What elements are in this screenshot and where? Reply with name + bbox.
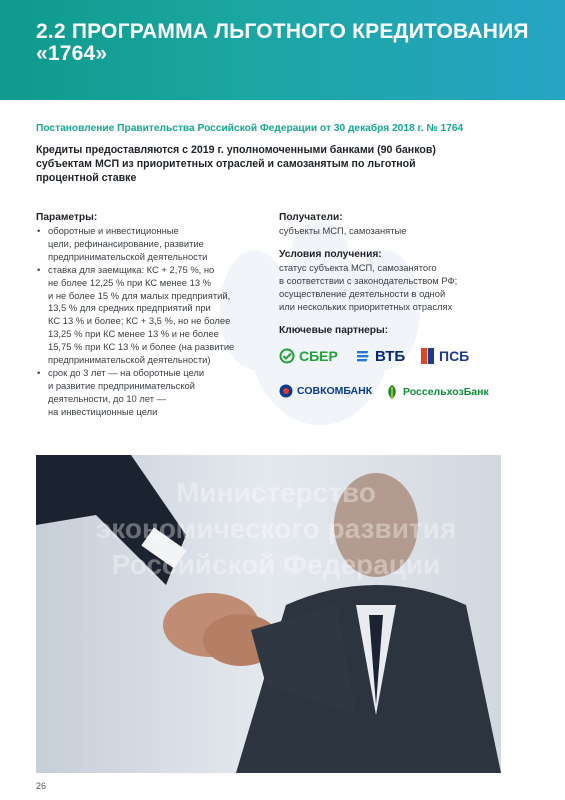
partners-heading: Ключевые партнеры: <box>279 324 389 336</box>
page-number: 26 <box>36 781 47 791</box>
partners-section <box>279 324 539 414</box>
parameter-line: не более 12,25 % при КС менее 13 % <box>48 276 211 288</box>
logo-vtb <box>357 348 405 365</box>
parameter-line: предпринимательской деятельности) <box>48 354 211 366</box>
watermark-line: экономического развития <box>95 513 457 544</box>
handshake-photo <box>36 455 501 773</box>
lead-line: Кредиты предоставляются с 2019 г. уполномоченными банками (90 банков) <box>36 144 436 156</box>
parameter-item <box>36 264 271 367</box>
parameter-line: КС 13 % и более; КС + 3,5 %, но не более <box>48 315 231 327</box>
lead-line: процентной ставке <box>36 172 137 184</box>
recipients-text: субъекты МСП, самозанятые <box>279 225 407 236</box>
partner-logos <box>279 344 539 414</box>
logo-sber <box>279 348 338 364</box>
parameter-line: и развитие предпринимательской <box>48 379 195 391</box>
logo-vtb-text: ВТБ <box>375 347 406 365</box>
photo-watermark <box>46 475 501 583</box>
conditions-heading: Условия получения: <box>279 248 382 260</box>
parameter-line: цели, рефинансирование, развитие <box>48 237 204 249</box>
watermark-line: Российской Федерации <box>111 549 441 580</box>
watermark-line: Министерство <box>176 477 376 508</box>
logo-psb-text: ПСБ <box>439 347 470 364</box>
logo-sovcombank <box>279 384 372 398</box>
parameter-item <box>36 367 271 419</box>
conditions-line: осуществление деятельности в одной <box>279 287 446 299</box>
right-column <box>279 211 539 414</box>
logo-psb <box>421 348 469 364</box>
parameter-line: 13,25 % при КС менее 13 % и не более <box>48 328 219 340</box>
parameter-line: деятельности, до 10 лет — <box>48 392 166 404</box>
recipients-section <box>279 211 539 238</box>
parameters-section <box>36 211 271 419</box>
parameter-item <box>36 225 271 264</box>
conditions-line: статус субъекта МСП, самозанятого <box>279 261 437 273</box>
logo-rshb <box>385 384 489 400</box>
parameters-list <box>36 225 271 419</box>
page-title <box>36 21 536 65</box>
parameter-line: 13,5 % для средних предприятий при <box>48 302 211 314</box>
parameter-line: на инвестиционные цели <box>48 405 158 417</box>
page-title-line-1: 2.2 ПРОГРАММА ЛЬГОТНОГО КРЕДИТОВАНИЯ <box>36 20 529 43</box>
parameter-line: • ставка для заемщика: КС + 2,75 %, но <box>48 263 215 275</box>
parameter-line: • оборотные и инвестиционные <box>48 225 179 236</box>
logo-sber-text: СБЕР <box>299 347 338 364</box>
lead-paragraph <box>36 143 476 185</box>
psb-flag-icon <box>421 348 435 364</box>
parameter-line: и не более 15 % для малых предприятий, <box>48 289 231 301</box>
conditions-section <box>279 248 539 314</box>
vtb-stripes-icon <box>357 349 371 363</box>
parameter-line: 15,75 % при КС 13 % и более (на развитие <box>48 341 235 353</box>
logo-sovcombank-text: СОВКОМБАНК <box>297 384 373 397</box>
logo-rshb-text: РоссельхозБанк <box>403 385 489 398</box>
page-header <box>0 0 565 100</box>
lead-line: субъектам МСП из приоритетных отраслей и самозанятым по льготной <box>36 158 416 170</box>
page-title-line-2: «1764» <box>36 42 108 65</box>
sovcombank-circle-icon <box>279 384 293 398</box>
parameter-line: • срок до 3 лет — на оборотные цели <box>48 366 205 378</box>
sber-check-icon <box>279 348 295 364</box>
parameter-line: предпринимательской деятельности <box>48 250 208 262</box>
rshb-leaf-icon <box>385 384 399 400</box>
decree-subtitle: Постановление Правительства Российской Федерации от 30 декабря 2018 г. № 1764 <box>36 123 464 134</box>
conditions-line: в соответствии с законодательством РФ; <box>279 274 458 286</box>
conditions-line: или нескольких приоритетных отраслях <box>279 300 453 312</box>
recipients-heading: Получатели: <box>279 212 343 223</box>
parameters-heading: Параметры: <box>36 212 98 223</box>
